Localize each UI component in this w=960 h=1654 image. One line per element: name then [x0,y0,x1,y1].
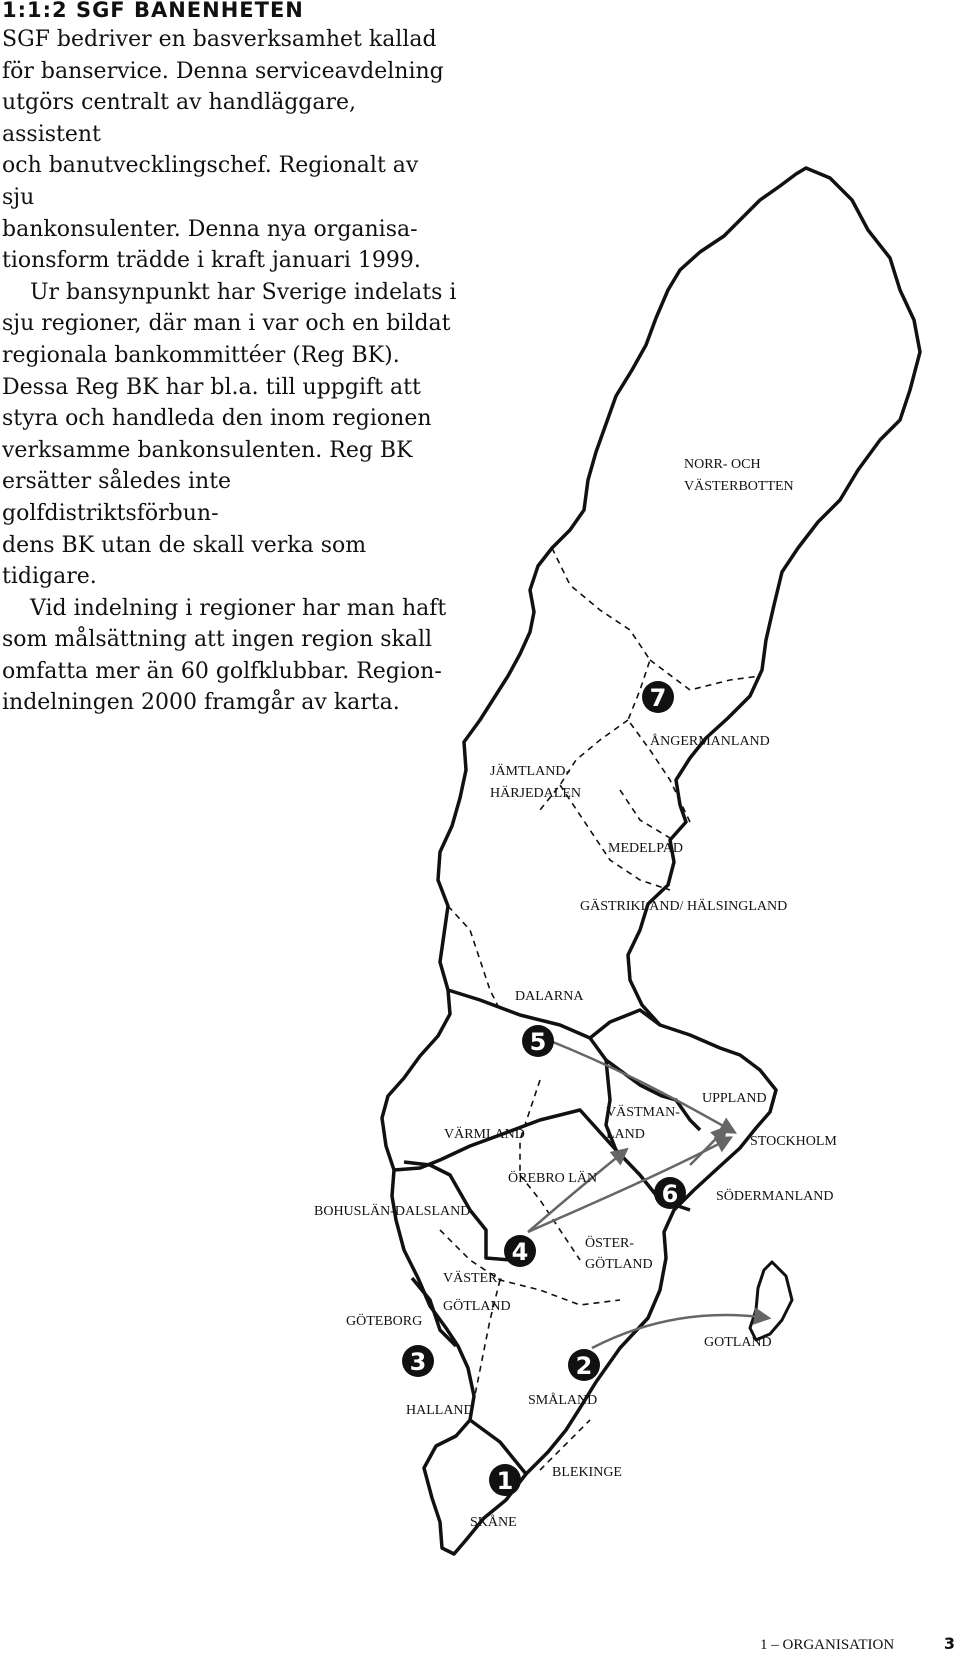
intro-line: dens BK utan de skall verka som tidigare. [2,532,367,590]
region-number-5: 5 [529,1028,547,1056]
region-number-7: 7 [649,684,667,712]
label-angermanland: ÅNGERMANLAND [650,734,770,749]
label-vastergotland: GÖTLAND [443,1299,511,1314]
label-skane: SKÅNE [470,1515,517,1530]
label-gastrikland: GÄSTRIKLAND/ HÄLSINGLAND [580,899,788,914]
region-badge-7 [642,681,674,713]
region-badge-6 [654,1177,686,1209]
intro-line: sju regioner, där man i var och en bildat [2,311,451,337]
intro-line: bankonsulenter. Denna nya organisa- [2,216,418,242]
region-number-2: 2 [575,1352,593,1380]
region-badge-1 [489,1464,521,1496]
label-varmland: VÄRMLAND [444,1127,525,1142]
label-bohuslan: BOHUSLÄN-DALSLAND [314,1204,471,1219]
intro-line: Vid indelning i regioner har man haft [2,595,447,621]
label-harjedalen: HÄRJEDALEN [490,786,581,801]
intro-line: regionala bankommittéer (Reg BK). [2,342,400,368]
label-blekinge: BLEKINGE [552,1465,622,1480]
section-heading: 1:1:2 SGF BANENHETEN [2,0,304,22]
region-badge-2 [568,1349,600,1381]
label-jamtland: JÄMTLAND- [490,764,571,779]
label-ostergotland: GÖTLAND [585,1257,653,1272]
intro-line: Dessa Reg BK har bl.a. till uppgift att [2,374,421,400]
region-number-6: 6 [661,1180,679,1208]
intro-line: för banservice. Denna serviceavdelning [2,58,444,84]
page-number: 3 [943,1634,955,1653]
label-goteborg: GÖTEBORG [346,1314,423,1329]
label-stockholm: STOCKHOLM [750,1134,837,1149]
page-footer [760,1634,955,1654]
label-uppland: UPPLAND [702,1091,767,1106]
intro-line: ersätter således inte golfdistriktsförbun- [2,469,232,526]
sweden-outline [382,168,920,1554]
region-badge-5 [522,1025,554,1057]
intro-line: tionsform trädde i kraft januari 1999. [2,248,421,274]
label-land: LAND [606,1127,645,1142]
label-vasterbotten: VÄSTERBOTTEN [684,479,794,494]
intro-line: styra och handleda den inom regionen [2,406,432,432]
intro-line: och banutvecklingschef. Regionalt av sju [2,153,419,210]
intro-line: verksamme bankonsulenten. Reg BK [2,437,413,463]
gotland-island [750,1262,792,1340]
label-gotland: GOTLAND [704,1335,772,1350]
label-halland: HALLAND [406,1403,474,1418]
label-sodermanland: SÖDERMANLAND [716,1189,834,1204]
intro-line: omfatta mer än 60 golfklubbar. Region- [2,658,442,684]
region-badge-4 [504,1235,536,1267]
label-vastman: VÄSTMAN- [606,1105,680,1120]
intro-line: utgörs centralt av handläggare, assistent [2,90,357,147]
label-orebro: ÖREBRO LÄN [508,1171,598,1186]
label-medelpad: MEDELPAD [608,841,683,856]
label-oster: ÖSTER- [585,1236,634,1251]
region-number-1: 1 [496,1467,514,1495]
label-smaland: SMÅLAND [528,1393,598,1408]
intro-line: SGF bedriver en basverksamhet kallad [2,27,437,52]
label-vaster: VÄSTER- [443,1271,503,1286]
intro-line: indelningen 2000 framgår av karta. [2,690,400,716]
label-norr-och: NORR- OCH [684,457,761,472]
intro-line: Ur bansynpunkt har Sverige indelats i [2,279,457,305]
label-dalarna: DALARNA [515,989,584,1004]
region-number-4: 4 [511,1238,529,1266]
region-badge-3 [402,1345,434,1377]
footer-section: 1 – ORGANISATION [760,1637,895,1653]
region-number-3: 3 [409,1348,427,1376]
intro-line: som målsättning att ingen region skall [2,627,433,653]
